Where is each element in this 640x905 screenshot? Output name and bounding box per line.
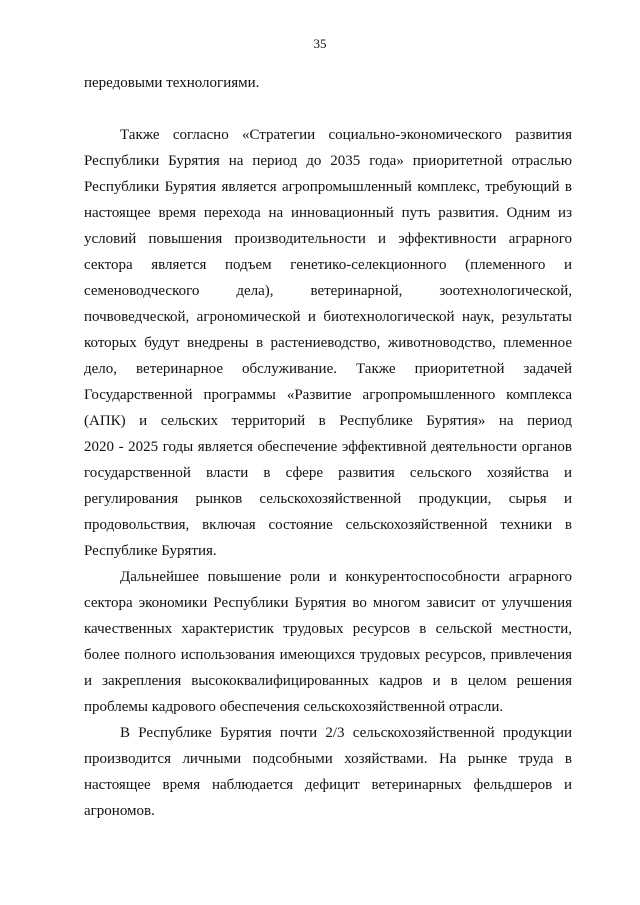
text-line: проблемы кадрового обеспечения сельскохозяйственной отрасли.	[84, 699, 504, 715]
text-line: Республике Бурятия.	[84, 543, 217, 559]
text-line: сектора является подъем генетико-селекционного (племенного и	[84, 257, 572, 273]
paragraph	[84, 564, 572, 720]
paragraph	[84, 720, 572, 824]
text-line: дело, ветеринарное обслуживание. Также приоритетной задачей	[84, 361, 572, 377]
text-line: агрономов.	[84, 803, 155, 819]
text-line: 2020 - 2025 годы является обеспечение эффективной деятельности органов	[84, 439, 572, 455]
text-line: семеноводческого дела), ветеринарной, зоотехнологической,	[84, 283, 572, 299]
text-line: В Республике Бурятия почти 2/3 сельскохозяйственной продукции	[120, 725, 572, 741]
paragraph-gap	[84, 96, 572, 122]
paragraph	[84, 122, 572, 564]
page-number: 35	[313, 36, 327, 51]
text-line: более полного использования имеющихся трудовых ресурсов, привлечения	[84, 647, 572, 663]
text-line: передовыми технологиями.	[84, 75, 260, 91]
text-line: настоящее время перехода на инновационный путь развития. Одним из	[84, 205, 572, 221]
text-line: Государственной программы «Развитие агропромышленного комплекса	[84, 387, 572, 403]
text-line: настоящее время наблюдается дефицит ветеринарных фельдшеров и	[84, 777, 572, 793]
text-line: государственной власти в сфере развития сельского хозяйства и	[84, 465, 572, 481]
text-line: Республики Бурятия является агропромышленный комплекс, требующий в	[84, 179, 572, 195]
text-line: сектора экономики Республики Бурятия во многом зависит от улучшения	[84, 595, 572, 611]
text-line: продовольствия, включая состояние сельскохозяйственной техники в	[84, 517, 572, 533]
text-line: Дальнейшее повышение роли и конкурентоспособности аграрного	[120, 569, 572, 585]
text-line: условий повышения производительности и эффективности аграрного	[84, 231, 572, 247]
text-line: которых будут внедрены в растениеводство, животноводство, племенное	[84, 335, 572, 351]
document-body	[84, 70, 572, 824]
text-line: и закрепления высококвалифицированных кадров и в целом решения	[84, 673, 572, 689]
text-line: регулирования рынков сельскохозяйственной продукции, сырья и	[84, 491, 572, 507]
text-line: качественных характеристик трудовых ресурсов в сельской местности,	[84, 621, 572, 637]
paragraph	[84, 70, 572, 96]
text-line: Республики Бурятия на период до 2035 года» приоритетной отраслью	[84, 153, 572, 169]
text-line: производится личными подсобными хозяйствами. На рынке труда в	[84, 751, 572, 767]
text-line: почвоведческой, агрономической и биотехнологической наук, результаты	[84, 309, 572, 325]
text-line: (АПК) и сельских территорий в Республике Бурятия» на период	[84, 413, 572, 429]
text-line: Также согласно «Стратегии социально-экономического развития	[120, 127, 572, 143]
